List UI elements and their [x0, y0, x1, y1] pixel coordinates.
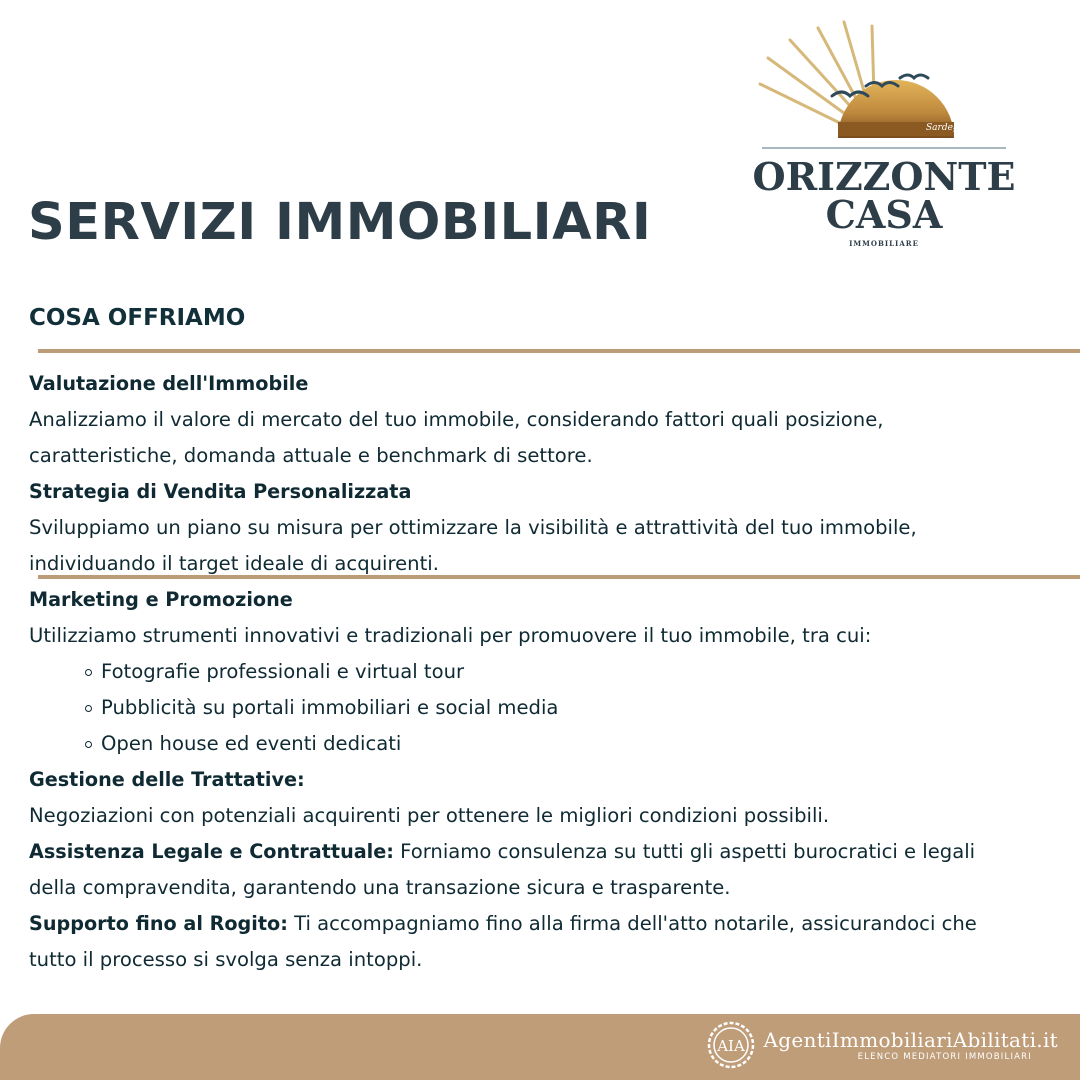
list-item [85, 654, 1069, 690]
assistenza-line1 [29, 834, 1069, 870]
section-title: COSA OFFRIAMO [29, 305, 246, 331]
circle-bullet-icon [85, 705, 92, 712]
assistenza-text-line1: Forniamo consulenza su tutti gli aspetti burocratici e legali [393, 840, 976, 863]
assistenza-text-line2: della compravendita, garantendo una transazione sicura e trasparente. [29, 876, 731, 899]
footer-brand-name: AgentiImmobiliariAbilitati.it [763, 1028, 1058, 1052]
trattative-heading: Gestione delle Trattative: [29, 768, 305, 791]
marketing-intro: Utilizziamo strumenti innovativi e tradizionali per promuovere il tuo immobile, tra cui: [29, 624, 872, 647]
strategia-text-line2: individuando il target ideale di acquirenti. [29, 552, 439, 575]
agenti-immobiliari-abilitati-logo [706, 1020, 1058, 1070]
logo-line2: CASA [825, 192, 943, 237]
marketing-bullet-2: Pubblicità su portali immobiliari e social media [101, 696, 559, 719]
rogito-line1 [29, 906, 1069, 942]
list-item [85, 726, 1069, 762]
page-title: SERVIZI IMMOBILIARI [28, 193, 652, 252]
rogito-heading: Supporto fino al Rogito: [29, 912, 288, 935]
marketing-list [29, 654, 1069, 762]
strategia-text-line1: Sviluppiamo un piano su misura per ottimizzare la visibilità e attrattività del tuo immobile, [29, 516, 917, 539]
valutazione-text-line2: caratteristiche, domanda attuale e benchmark di settore. [29, 444, 593, 467]
orizzonte-casa-logo [740, 18, 1040, 258]
rogito-text-line1: Ti accompagniamo fino alla firma dell'atto notarile, assicurandoci che [287, 912, 977, 935]
footer-brand-sub: ELENCO MEDIATORI IMMOBILIARI [857, 1052, 1032, 1062]
sunset-logo-icon [740, 18, 1040, 258]
divider-top [38, 349, 1080, 353]
rogito-text-line2: tutto il processo si svolga senza intoppi. [29, 948, 423, 971]
valutazione-heading: Valutazione dell'Immobile [29, 372, 309, 395]
marketing-bullet-3: Open house ed eventi dedicati [101, 732, 402, 755]
circle-bullet-icon [85, 669, 92, 676]
marketing-bullet-1: Fotografie professionali e virtual tour [101, 660, 465, 683]
list-item [85, 690, 1069, 726]
trattative-text: Negoziazioni con potenziali acquirenti per ottenere le migliori condizioni possibili. [29, 804, 830, 827]
logo-script-text: Sardegna [926, 123, 970, 133]
logo-line1: ORIZZONTE [752, 154, 1016, 199]
circle-bullet-icon [85, 741, 92, 748]
seal-icon [706, 1020, 756, 1070]
valutazione-text-line1: Analizziamo il valore di mercato del tuo immobile, considerando fattori quali posizione, [29, 408, 884, 431]
marketing-heading: Marketing e Promozione [29, 588, 293, 611]
services-content [29, 366, 1069, 978]
logo-line3: IMMOBILIARE [849, 239, 919, 248]
seal-letters: AIA [716, 1037, 745, 1055]
assistenza-heading: Assistenza Legale e Contrattuale: [29, 840, 394, 863]
footer-brand [764, 1028, 1058, 1062]
footer-bar [0, 1014, 1080, 1080]
strategia-heading: Strategia di Vendita Personalizzata [29, 480, 412, 503]
